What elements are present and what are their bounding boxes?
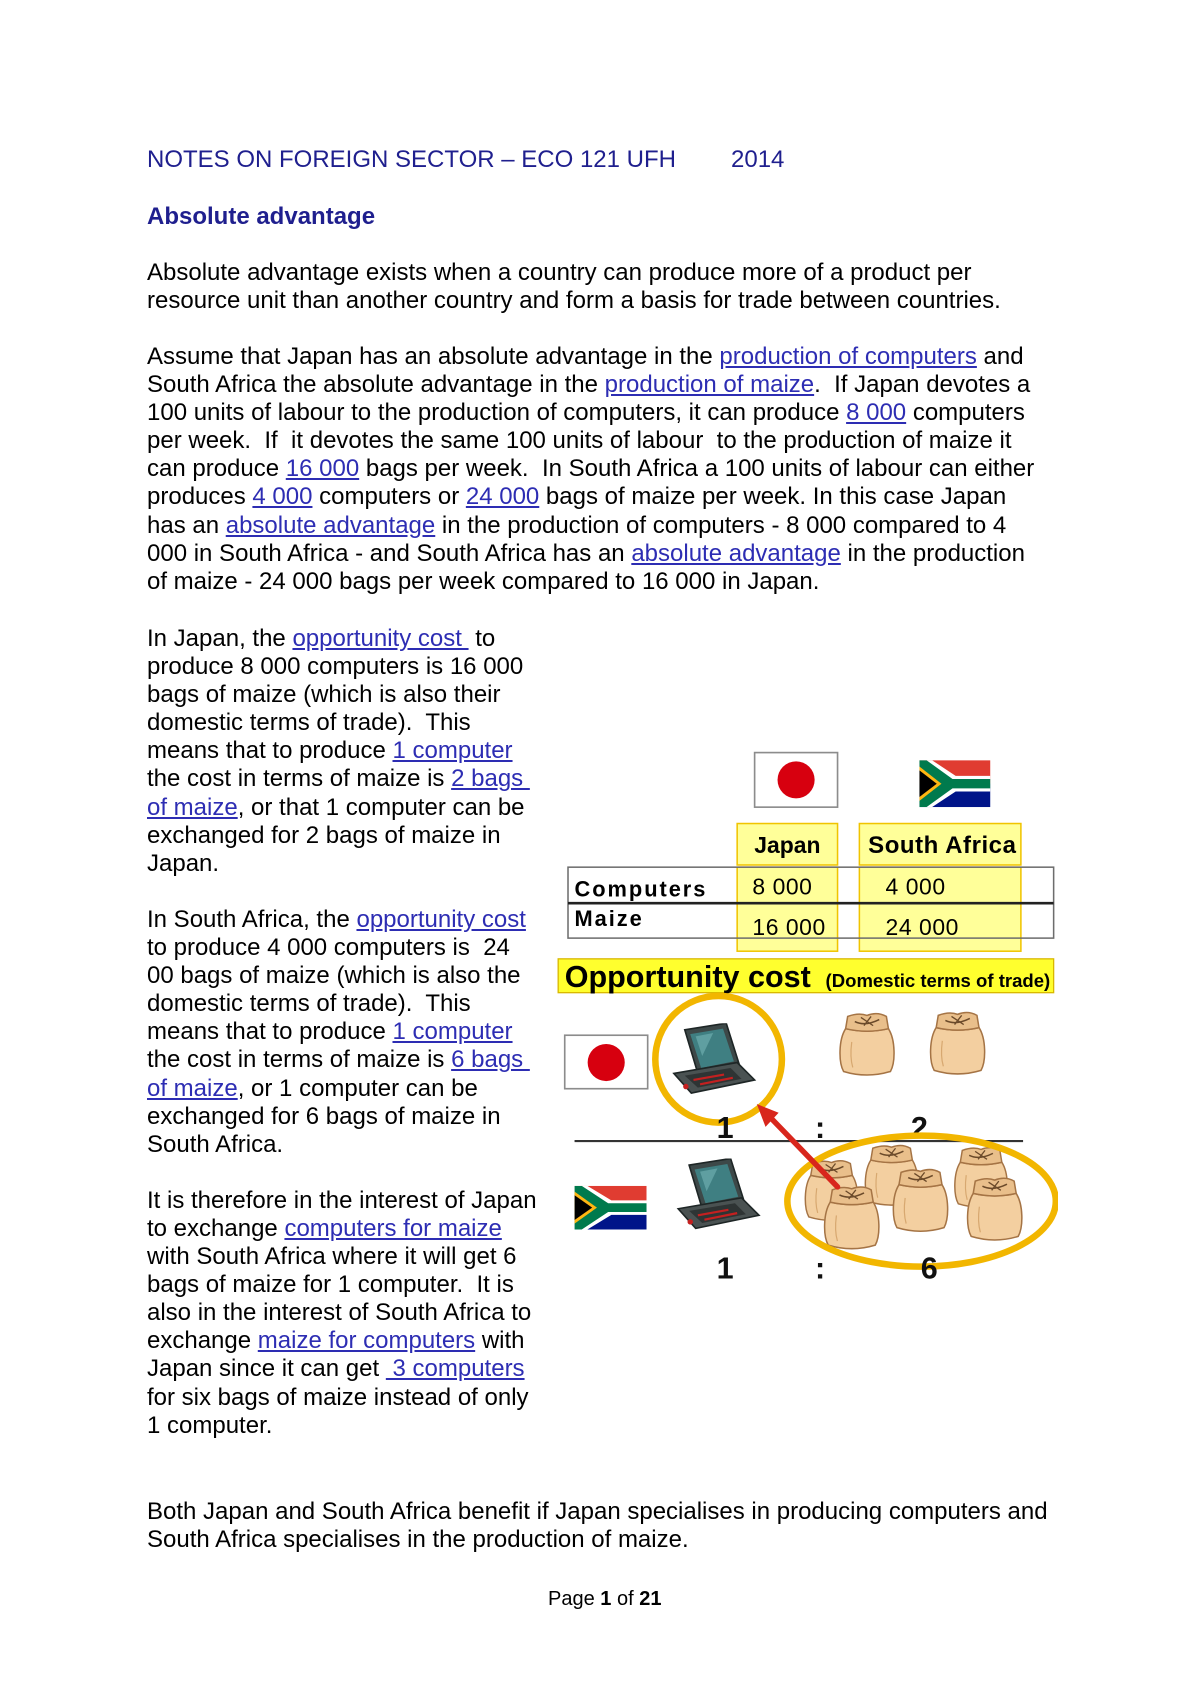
text-run: , or that 1 computer can be [237,793,525,821]
text-run: for six bags of maize instead of only [147,1383,529,1411]
text-run: , or 1 computer can be [237,1074,478,1102]
south-africa-opportunity-cost-paragraph [147,906,537,1159]
hyperlink[interactable]: 2 bags [451,765,530,793]
maize-sack-icon [893,1170,947,1232]
text-run: 00 bags of maize (which is also the [147,962,521,990]
text-run: domestic terms of trade). This [147,990,471,1018]
text-run: bags of maize (which is also their [147,681,501,709]
text-line [147,427,1034,455]
page-footer [548,1587,661,1611]
south-africa-computers-value: 4 000 [885,873,946,900]
text-run: the cost in terms of maize is [147,1046,452,1074]
banner-title: Opportunity cost [564,960,811,995]
text-run: South Africa. [147,1130,284,1158]
page-number: 1 [600,1588,612,1610]
text-run: in the production [840,539,1025,567]
hyperlink[interactable]: computers for maize [284,1214,502,1242]
japan-ratio-right: 2 [910,1110,928,1145]
hyperlink[interactable]: opportunity cost [292,625,469,652]
text-line [147,568,1034,596]
japan-ratio-separator: : [815,1110,826,1145]
south-africa-ratio-left: 1 [716,1251,734,1282]
assumption-paragraph [147,343,1034,596]
text-run: means that to produce [147,1018,393,1046]
text-line [147,625,537,653]
hyperlink[interactable]: 8 000 [846,399,907,427]
text-run: bags of maize for 1 computer. It is [147,1271,514,1299]
text-line [147,1412,537,1440]
text-run: 1 computer. [147,1411,273,1439]
japan-flag-icon [755,753,838,808]
text-line [147,1384,537,1412]
japan-ratio-left: 1 [716,1110,734,1145]
text-line [147,1498,1048,1526]
text-line [147,540,1034,568]
text-line [147,1046,537,1074]
text-run: and [976,343,1024,370]
hyperlink[interactable]: 24 000 [465,483,540,511]
conclusion-paragraph [147,1498,1048,1554]
text-line [147,794,537,822]
text-line [147,906,537,934]
maize-sack-icon [931,1013,985,1074]
hyperlink[interactable]: absolute advantage [631,539,841,567]
hyperlink[interactable]: 16 000 [285,455,360,483]
hyperlink[interactable]: of maize [147,1074,238,1102]
text-run: to exchange [147,1214,285,1242]
text-line [147,1187,537,1215]
text-run: bags of maize per week. In this case Japan [539,483,1007,511]
laptop-icon [678,1159,759,1229]
text-line [147,1243,537,1271]
page-total: 21 [639,1588,662,1610]
text-run: In Japan, the [147,625,293,652]
text-run: bags per week. In South Africa a 100 units of labour can either [359,455,1035,483]
text-run: per week. If it devotes the same 100 units of labour to the production of maize it [147,427,1012,455]
document-year: 2014 [731,146,785,173]
south-africa-ratio-separator: : [815,1251,826,1282]
text-run: In South Africa, the [147,905,357,933]
text-line [147,962,537,990]
text-run: in the production of computers - 8 000 compared to 4 [435,511,1007,539]
text-line [147,681,537,709]
text-line [147,259,1001,287]
text-line [147,455,1034,483]
text-run: It is therefore in the interest of Japan [147,1186,537,1214]
hyperlink[interactable]: 6 bags [451,1046,530,1074]
text-run: exchange [147,1327,258,1355]
text-run: domestic terms of trade). This [147,709,471,737]
text-run: . If Japan devotes a [814,371,1031,399]
text-line [147,1327,537,1355]
south-africa-ratio-right: 6 [920,1251,938,1282]
text-run: means that to produce [147,737,393,765]
text-line [147,1271,537,1299]
text-line [147,287,1001,315]
japan-maize-value: 16 000 [752,913,826,940]
japan-opportunity-cost-paragraph [147,625,537,878]
computers-row-label: Computers [574,876,708,902]
text-line [147,1526,1048,1554]
text-line [147,371,1034,399]
hyperlink[interactable]: maize for computers [257,1327,476,1355]
text-run: Japan. [147,849,220,877]
hyperlink[interactable]: absolute advantage [225,511,436,539]
text-line [147,822,537,850]
intro-paragraph [147,259,1001,315]
text-run: computers [906,399,1025,427]
page-label: Page [548,1588,595,1610]
text-line [147,990,537,1018]
text-run: 000 in South Africa - and South Africa has an [147,539,632,567]
text-run: of maize - 24 000 bags per week compared to 16 000 in Japan. [147,567,820,595]
text-run: produce 8 000 computers is 16 000 [147,653,524,681]
maize-sack-icon [825,1187,879,1249]
hyperlink[interactable]: 3 computers [385,1355,525,1383]
text-run: with South Africa where it will get 6 [147,1243,517,1271]
laptop-icon [674,1023,755,1093]
south-africa-flag-icon [575,1186,647,1230]
text-run: Japan since it can get [147,1355,386,1383]
text-line [147,483,1034,511]
text-run: exchanged for 6 bags of maize in [147,1102,501,1130]
text-run: to produce 4 000 computers is 24 [147,934,510,962]
text-line [147,512,1034,540]
text-line [147,737,537,765]
text-line [147,1075,537,1103]
text-run: can produce [147,455,286,483]
text-line [147,653,537,681]
page-of-label: of [616,1588,634,1610]
text-line [147,343,1034,371]
text-line [147,399,1034,427]
text-run: exchanged for 2 bags of maize in [147,821,501,849]
text-run: to [468,625,496,652]
hyperlink[interactable]: 1 computer [392,1018,513,1046]
south-africa-column-header: South Africa [868,831,1017,859]
japan-computers-value: 8 000 [752,873,813,900]
left-text-column [147,625,537,1440]
banner-subtitle: (Domestic terms of trade) [825,970,1051,992]
text-run: 100 units of labour to the production of computers, it can produce [147,399,847,427]
hyperlink[interactable]: opportunity cost [356,905,526,933]
text-run: the cost in terms of maize is [147,765,452,793]
trade-interest-paragraph [147,1187,537,1440]
document-title: NOTES ON FOREIGN SECTOR – ECO 121 UFH [147,146,676,173]
japan-flag-icon [565,1035,648,1088]
text-line [147,934,537,962]
text-line [147,1018,537,1046]
hyperlink[interactable]: of maize [147,793,238,821]
text-run: resource unit than another country and form a basis for trade between countries. [147,287,1001,315]
maize-sack-icon [968,1178,1022,1240]
text-run: Absolute advantage exists when a country can produce more of a product per [147,259,972,286]
south-africa-maize-value: 24 000 [885,913,959,940]
text-run: produces [147,483,253,511]
text-run: South Africa specialises in the production of maize. [147,1526,689,1554]
japan-column-header: Japan [754,831,821,858]
section-heading: Absolute advantage [147,203,376,230]
text-run: with [475,1327,525,1355]
text-run: South Africa the absolute advantage in the [147,371,605,399]
text-run: Assume that Japan has an absolute advantage in the [147,343,720,370]
text-run: also in the interest of South Africa to [147,1299,532,1327]
hyperlink[interactable]: 4 000 [252,483,313,511]
text-line [147,1355,537,1383]
text-line [147,1215,537,1243]
text-line [147,709,537,737]
maize-row-label: Maize [574,906,644,932]
hyperlink[interactable]: 1 computer [392,737,513,765]
opportunity-cost-figure [556,747,1058,1282]
text-line [147,1299,537,1327]
text-run: Both Japan and South Africa benefit if Japan specialises in producing computers and [147,1498,1048,1525]
text-line [147,765,537,793]
text-run: has an [147,511,226,539]
text-line [147,850,537,878]
south-africa-flag-icon [919,760,990,807]
text-run: computers or [312,483,466,511]
maize-sack-icon [840,1014,894,1075]
hyperlink[interactable]: production of maize [604,371,815,399]
text-line [147,1131,537,1159]
text-line [147,1103,537,1131]
hyperlink[interactable]: production of computers [719,343,977,370]
